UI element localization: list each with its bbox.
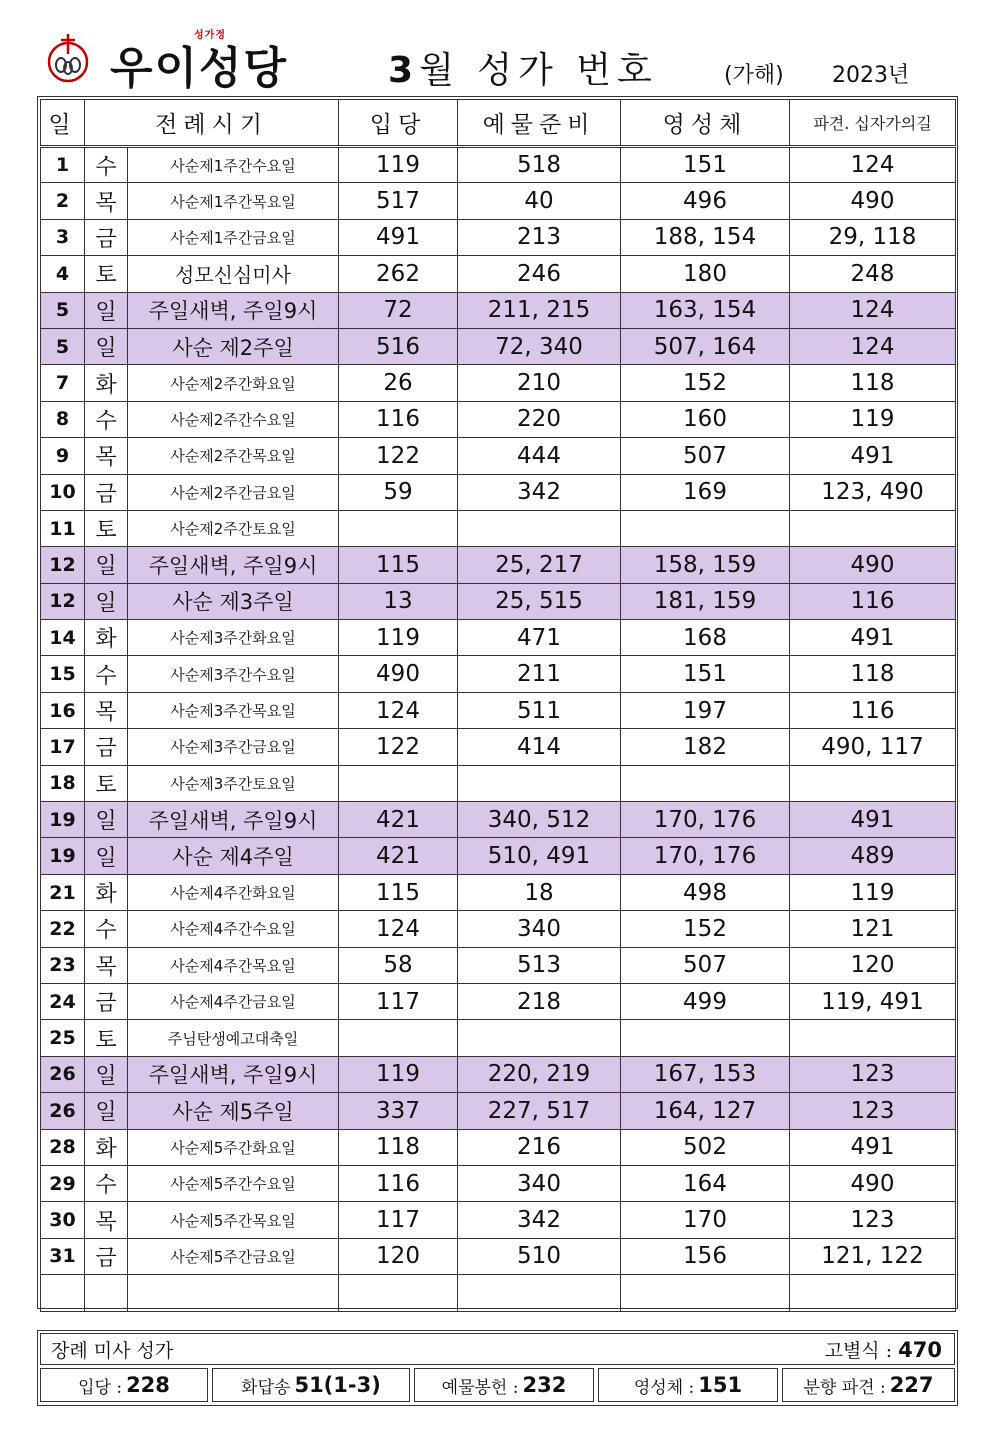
cell-liturgy: 사순제1주간금요일 [128, 219, 339, 255]
cell-day: 28 [41, 1129, 85, 1165]
cell-day: 26 [41, 1056, 85, 1092]
cell-entrance [339, 1020, 458, 1056]
cell-liturgy: 사순제4주간금요일 [128, 983, 339, 1019]
cell-entrance: 116 [339, 1165, 458, 1201]
cell-weekday: 목 [85, 1202, 128, 1238]
cell-offertory: 18 [458, 874, 621, 910]
cell-weekday: 화 [85, 874, 128, 910]
funeral-item-value: 232 [522, 1373, 567, 1397]
funeral-item-incense-sending [782, 1368, 955, 1402]
cell-entrance: 122 [339, 438, 458, 474]
header-liturgy: 전례시기 [85, 100, 339, 147]
cell-weekday: 목 [85, 692, 128, 728]
cell-offertory: 216 [458, 1129, 621, 1165]
cell-weekday: 수 [85, 1165, 128, 1201]
cell-sending: 491 [790, 438, 956, 474]
cell-communion: 181, 159 [621, 583, 790, 619]
funeral-items-row [40, 1368, 955, 1402]
cell-communion: 507, 164 [621, 328, 790, 364]
cell-liturgy: 사순제2주간토요일 [128, 510, 339, 546]
cell-offertory: 518 [458, 147, 621, 183]
cell-offertory [458, 1020, 621, 1056]
cell-liturgy: 사순제2주간금요일 [128, 474, 339, 510]
table-row [41, 365, 956, 401]
cell-liturgy: 사순제3주간목요일 [128, 692, 339, 728]
title-month: 3 [388, 50, 420, 91]
cell-communion: 151 [621, 147, 790, 183]
cell-day: 21 [41, 874, 85, 910]
cell-weekday: 금 [85, 729, 128, 765]
cell-communion: 182 [621, 729, 790, 765]
cell-liturgy: 사순제5주간수요일 [128, 1165, 339, 1201]
cell-offertory: 211 [458, 656, 621, 692]
cell-day: 23 [41, 947, 85, 983]
cell-weekday: 일 [85, 328, 128, 364]
cell-sending: 119 [790, 401, 956, 437]
cell-weekday: 금 [85, 219, 128, 255]
cell-entrance: 490 [339, 656, 458, 692]
table-row [41, 256, 956, 292]
cell-sending: 124 [790, 328, 956, 364]
cell-communion: 170, 176 [621, 802, 790, 838]
cell-liturgy: 사순제5주간금요일 [128, 1238, 339, 1274]
cell-day: 1 [41, 147, 85, 183]
cell-liturgy: 사순 제2주일 [128, 328, 339, 364]
cell-weekday: 금 [85, 474, 128, 510]
cell-entrance: 119 [339, 1056, 458, 1092]
cell-entrance: 13 [339, 583, 458, 619]
cell-weekday: 화 [85, 1129, 128, 1165]
cell-day: 16 [41, 692, 85, 728]
cell-weekday: 금 [85, 1238, 128, 1274]
cell-entrance: 337 [339, 1093, 458, 1129]
farewell-value: 470 [898, 1337, 942, 1362]
cell-day: 12 [41, 547, 85, 583]
cell-weekday: 금 [85, 983, 128, 1019]
funeral-item-label: 예물봉헌 : [441, 1377, 519, 1398]
cell-sending: 248 [790, 256, 956, 292]
table-row [41, 547, 956, 583]
cell-weekday: 목 [85, 183, 128, 219]
cell-day: 8 [41, 401, 85, 437]
farewell-entry [825, 1336, 942, 1363]
cell-offertory: 513 [458, 947, 621, 983]
header-communion: 영성체 [621, 100, 790, 147]
cell-entrance: 491 [339, 219, 458, 255]
table-header-row [41, 100, 956, 147]
cell-day: 31 [41, 1238, 85, 1274]
cell-offertory: 246 [458, 256, 621, 292]
cell-day: 30 [41, 1202, 85, 1238]
cell-offertory: 72, 340 [458, 328, 621, 364]
cell-sending: 124 [790, 147, 956, 183]
cell-communion: 499 [621, 983, 790, 1019]
funeral-item-label: 분향 파견 : [803, 1377, 886, 1398]
cell-communion [621, 765, 790, 801]
table-row [41, 583, 956, 619]
cell-offertory [458, 510, 621, 546]
cell-liturgy: 사순제4주간수요일 [128, 911, 339, 947]
cell-entrance: 516 [339, 328, 458, 364]
cell-weekday: 일 [85, 1056, 128, 1092]
cell-liturgy: 사순제5주간목요일 [128, 1202, 339, 1238]
title-text: 월 성가 번호 [419, 50, 658, 91]
header-entrance: 입당 [339, 100, 458, 147]
table-row [41, 1129, 956, 1165]
hymn-number-table [40, 99, 956, 1312]
cell-weekday: 목 [85, 947, 128, 983]
cell-offertory: 510 [458, 1238, 621, 1274]
church-logo-icon [44, 32, 92, 84]
cell-offertory: 220, 219 [458, 1056, 621, 1092]
table-row [41, 474, 956, 510]
cell-communion: 160 [621, 401, 790, 437]
table-row [41, 838, 956, 874]
cell-weekday: 일 [85, 292, 128, 328]
cell-sending: 124 [790, 292, 956, 328]
cell-entrance: 115 [339, 547, 458, 583]
cell-weekday: 토 [85, 256, 128, 292]
cell-sending: 491 [790, 802, 956, 838]
cell-offertory: 340 [458, 1165, 621, 1201]
cell-weekday: 일 [85, 547, 128, 583]
table-body [41, 147, 956, 1312]
table-row [41, 1202, 956, 1238]
cell-day: 4 [41, 256, 85, 292]
cell-day: 24 [41, 983, 85, 1019]
cell-liturgy: 사순제3주간수요일 [128, 656, 339, 692]
table-row [41, 438, 956, 474]
cell-sending [790, 1020, 956, 1056]
cell-day: 3 [41, 219, 85, 255]
cell-communion: 502 [621, 1129, 790, 1165]
cell-sending: 118 [790, 365, 956, 401]
cell-entrance: 119 [339, 147, 458, 183]
farewell-label: 고별식 : [824, 1339, 893, 1362]
cell-offertory: 414 [458, 729, 621, 765]
cell-entrance: 26 [339, 365, 458, 401]
cell-liturgy [128, 1275, 339, 1311]
cell-liturgy: 사순 제5주일 [128, 1093, 339, 1129]
cell-entrance [339, 510, 458, 546]
cell-liturgy: 사순제5주간화요일 [128, 1129, 339, 1165]
cell-weekday: 수 [85, 911, 128, 947]
brand-name: 우이성당 [110, 43, 289, 94]
cell-sending: 491 [790, 620, 956, 656]
cell-sending: 491 [790, 1129, 956, 1165]
cell-entrance: 58 [339, 947, 458, 983]
cell-liturgy: 주일새벽, 주일9시 [128, 1056, 339, 1092]
cell-sending: 490 [790, 547, 956, 583]
cell-sending: 119 [790, 874, 956, 910]
cell-offertory: 218 [458, 983, 621, 1019]
cell-communion: 498 [621, 874, 790, 910]
header-offertory: 예물준비 [458, 100, 621, 147]
funeral-item-label: 입당 : [78, 1377, 123, 1398]
cell-communion: 496 [621, 183, 790, 219]
cell-communion [621, 1020, 790, 1056]
cell-offertory: 25, 217 [458, 547, 621, 583]
cell-entrance: 517 [339, 183, 458, 219]
table-row [41, 656, 956, 692]
funeral-item-communion [598, 1368, 778, 1402]
table-row [41, 874, 956, 910]
cell-liturgy: 사순제2주간목요일 [128, 438, 339, 474]
table-row [41, 1165, 956, 1201]
cell-weekday: 화 [85, 365, 128, 401]
cell-entrance: 421 [339, 838, 458, 874]
cell-communion: 164 [621, 1165, 790, 1201]
cell-weekday: 수 [85, 147, 128, 183]
cell-offertory: 444 [458, 438, 621, 474]
cell-sending: 29, 118 [790, 219, 956, 255]
cell-entrance: 120 [339, 1238, 458, 1274]
header-day: 일 [41, 100, 85, 147]
cell-day: 17 [41, 729, 85, 765]
cell-weekday: 일 [85, 838, 128, 874]
cell-entrance: 59 [339, 474, 458, 510]
table-row [41, 802, 956, 838]
cell-liturgy: 사순 제3주일 [128, 583, 339, 619]
table-row [41, 1093, 956, 1129]
cell-sending: 123 [790, 1056, 956, 1092]
cell-communion: 167, 153 [621, 1056, 790, 1092]
cell-weekday: 일 [85, 802, 128, 838]
cell-day: 9 [41, 438, 85, 474]
cell-entrance: 115 [339, 874, 458, 910]
funeral-mass-box [37, 1330, 958, 1406]
table-row [41, 147, 956, 183]
cell-entrance: 118 [339, 1129, 458, 1165]
cell-day: 15 [41, 656, 85, 692]
cell-communion: 152 [621, 911, 790, 947]
table-row [41, 183, 956, 219]
year-label: 2023년 [832, 63, 910, 88]
table-row [41, 947, 956, 983]
cell-liturgy: 사순제3주간토요일 [128, 765, 339, 801]
liturgical-year-cycle: (가해) [724, 63, 784, 88]
cell-liturgy: 주님탄생예고대축일 [128, 1020, 339, 1056]
cell-entrance: 124 [339, 911, 458, 947]
cell-sending: 123 [790, 1093, 956, 1129]
cell-sending: 489 [790, 838, 956, 874]
cell-offertory: 211, 215 [458, 292, 621, 328]
cell-liturgy: 사순제3주간화요일 [128, 620, 339, 656]
cell-entrance: 124 [339, 692, 458, 728]
table-row [41, 1020, 956, 1056]
cell-communion [621, 1275, 790, 1311]
cell-entrance: 421 [339, 802, 458, 838]
cell-communion: 168 [621, 620, 790, 656]
cell-weekday: 토 [85, 1020, 128, 1056]
cell-entrance [339, 765, 458, 801]
cell-weekday: 일 [85, 583, 128, 619]
cell-communion: 170 [621, 1202, 790, 1238]
funeral-item-value: 228 [126, 1373, 170, 1397]
cell-weekday: 토 [85, 765, 128, 801]
cell-weekday: 수 [85, 656, 128, 692]
cell-day: 10 [41, 474, 85, 510]
table-row [41, 401, 956, 437]
funeral-header-row [40, 1333, 955, 1365]
cell-communion: 197 [621, 692, 790, 728]
cell-day: 5 [41, 328, 85, 364]
funeral-item-value: 227 [889, 1373, 934, 1397]
cell-offertory: 220 [458, 401, 621, 437]
cell-weekday: 토 [85, 510, 128, 546]
cell-liturgy: 사순제1주간목요일 [128, 183, 339, 219]
funeral-title: 장례 미사 성가 [51, 1339, 174, 1362]
cell-sending: 116 [790, 692, 956, 728]
cell-liturgy: 사순제1주간수요일 [128, 147, 339, 183]
header-sending: 파견. 십자가의길 [790, 100, 956, 147]
cell-communion: 170, 176 [621, 838, 790, 874]
cell-offertory: 342 [458, 474, 621, 510]
cell-sending: 123, 490 [790, 474, 956, 510]
cell-entrance: 119 [339, 620, 458, 656]
table-row [41, 911, 956, 947]
cell-communion: 169 [621, 474, 790, 510]
cell-sending: 121 [790, 911, 956, 947]
cell-offertory [458, 765, 621, 801]
table-row [41, 219, 956, 255]
cell-day: 29 [41, 1165, 85, 1201]
funeral-item-offertory [414, 1368, 594, 1402]
table-row [41, 292, 956, 328]
cell-sending: 119, 491 [790, 983, 956, 1019]
page-header [38, 22, 958, 92]
cell-offertory: 227, 517 [458, 1093, 621, 1129]
cell-offertory: 340 [458, 911, 621, 947]
cell-day: 26 [41, 1093, 85, 1129]
cell-communion: 158, 159 [621, 547, 790, 583]
cell-communion: 188, 154 [621, 219, 790, 255]
cell-weekday [85, 1275, 128, 1311]
cell-offertory: 213 [458, 219, 621, 255]
cell-sending: 490 [790, 1165, 956, 1201]
cell-communion: 507 [621, 438, 790, 474]
cell-offertory: 511 [458, 692, 621, 728]
cell-liturgy: 사순제2주간수요일 [128, 401, 339, 437]
table-row [41, 510, 956, 546]
cell-offertory: 40 [458, 183, 621, 219]
cell-offertory [458, 1275, 621, 1311]
funeral-item-label: 영성체 : [633, 1377, 695, 1398]
cell-sending [790, 510, 956, 546]
table-row [41, 1238, 956, 1274]
cell-liturgy: 주일새벽, 주일9시 [128, 802, 339, 838]
cell-sending: 490 [790, 183, 956, 219]
cell-entrance: 72 [339, 292, 458, 328]
cell-liturgy: 사순제3주간금요일 [128, 729, 339, 765]
cell-communion: 152 [621, 365, 790, 401]
cell-liturgy: 주일새벽, 주일9시 [128, 292, 339, 328]
funeral-item-value: 151 [698, 1373, 743, 1397]
cell-sending: 123 [790, 1202, 956, 1238]
cell-sending [790, 765, 956, 801]
cell-weekday: 목 [85, 438, 128, 474]
cell-day: 14 [41, 620, 85, 656]
cell-liturgy: 사순제4주간화요일 [128, 874, 339, 910]
cell-day: 19 [41, 838, 85, 874]
table-row [41, 729, 956, 765]
cell-day: 11 [41, 510, 85, 546]
cell-weekday: 수 [85, 401, 128, 437]
cell-sending: 121, 122 [790, 1238, 956, 1274]
table-row [41, 1056, 956, 1092]
cell-communion: 164, 127 [621, 1093, 790, 1129]
cell-day: 22 [41, 911, 85, 947]
cell-liturgy: 주일새벽, 주일9시 [128, 547, 339, 583]
cell-day: 19 [41, 802, 85, 838]
cell-entrance: 117 [339, 1202, 458, 1238]
cell-day: 7 [41, 365, 85, 401]
cell-entrance: 262 [339, 256, 458, 292]
cell-communion: 151 [621, 656, 790, 692]
brand-subtitle: 성가정 [194, 30, 226, 41]
cell-sending: 120 [790, 947, 956, 983]
cell-entrance: 122 [339, 729, 458, 765]
cell-offertory: 340, 512 [458, 802, 621, 838]
cell-offertory: 471 [458, 620, 621, 656]
cell-communion [621, 510, 790, 546]
funeral-item-value: 51(1-3) [294, 1373, 381, 1397]
cell-communion: 163, 154 [621, 292, 790, 328]
cell-sending: 116 [790, 583, 956, 619]
cell-day: 25 [41, 1020, 85, 1056]
funeral-item-entrance [40, 1368, 208, 1402]
table-row [41, 328, 956, 364]
cell-day: 12 [41, 583, 85, 619]
page-title [388, 42, 658, 93]
cell-sending: 118 [790, 656, 956, 692]
hymn-table-frame [37, 96, 958, 1309]
cell-communion: 180 [621, 256, 790, 292]
cell-communion: 156 [621, 1238, 790, 1274]
cell-entrance: 116 [339, 401, 458, 437]
cell-day: 18 [41, 765, 85, 801]
cell-entrance [339, 1275, 458, 1311]
cell-liturgy: 사순제4주간목요일 [128, 947, 339, 983]
cell-sending [790, 1275, 956, 1311]
cell-communion: 507 [621, 947, 790, 983]
cell-weekday: 화 [85, 620, 128, 656]
cell-day: 5 [41, 292, 85, 328]
table-row [41, 620, 956, 656]
funeral-item-psalm [212, 1368, 410, 1402]
cell-liturgy: 성모신심미사 [128, 256, 339, 292]
funeral-item-label: 화답송 [241, 1377, 291, 1398]
cell-weekday: 일 [85, 1093, 128, 1129]
table-row [41, 1275, 956, 1311]
table-row [41, 692, 956, 728]
cell-offertory: 510, 491 [458, 838, 621, 874]
cell-offertory: 210 [458, 365, 621, 401]
table-row [41, 983, 956, 1019]
table-row [41, 765, 956, 801]
cell-day [41, 1275, 85, 1311]
cell-day: 2 [41, 183, 85, 219]
cell-entrance: 117 [339, 983, 458, 1019]
cell-liturgy: 사순 제4주일 [128, 838, 339, 874]
cell-offertory: 342 [458, 1202, 621, 1238]
cell-sending: 490, 117 [790, 729, 956, 765]
cell-offertory: 25, 515 [458, 583, 621, 619]
cell-liturgy: 사순제2주간화요일 [128, 365, 339, 401]
